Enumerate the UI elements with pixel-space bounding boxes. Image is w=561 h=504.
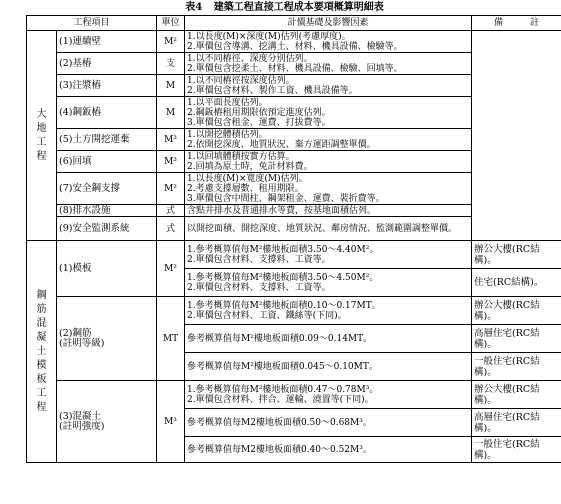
header-basis: 計價基礎及影響因素 xyxy=(185,16,472,31)
item-name: (2)鋼筋 (註明等級) xyxy=(57,297,157,381)
item-basis: 含點井排水及普通排水等費，按基地面積估列。 xyxy=(185,205,472,217)
table-row xyxy=(27,381,561,409)
item-unit: M³ xyxy=(157,151,185,173)
item-basis: 參考概算值每M²樓地板面積0.09～0.14MT。 xyxy=(185,325,472,353)
item-unit: M xyxy=(157,97,185,129)
item-name: (7)安全鋼支撐 xyxy=(57,173,157,205)
item-name: (2)基樁 xyxy=(57,53,157,75)
item-basis: 1.參考概算值每M²樓地板面積0.47～0.78M³。 2.單價包含材料、拌合、運輸、澆置等(下同)。 xyxy=(185,381,472,409)
item-name: (3)混凝土 (註明強度) xyxy=(57,381,157,463)
item-note: 一般住宅(RC結構)。 xyxy=(472,353,561,381)
item-note: 高層住宅(RC結構)。 xyxy=(472,409,561,437)
category-rc: 鋼筋混凝土模板工程 xyxy=(27,241,57,463)
item-basis: 1.以長度(M)×寬度(M)估列。 2.考慮支撐層數、租用期限。 3.單價包含中間柱、鋼架租金、運費、裝折費等。 xyxy=(185,173,472,205)
item-name: (1)連續壁 xyxy=(57,31,157,53)
item-unit: M² xyxy=(157,31,185,53)
item-name: (4)鋼鈑樁 xyxy=(57,97,157,129)
item-note: 住宅(RC結構)。 xyxy=(472,269,561,297)
item-basis: 1.以不同樁徑、深度分別估列。 2.單價包含挖柔土、材料、機具設備、檢驗、回填等。 xyxy=(185,53,472,75)
item-note: 高層住宅(RC結構)。 xyxy=(472,325,561,353)
item-basis: 1.參考概算值每M²樓地板面積0.10～0.17MT。 2.單價包含材料、工資、鐵絲等(下同)。 xyxy=(185,297,472,325)
item-note: 一般住宅(RC結構)。 xyxy=(472,437,561,463)
table-caption xyxy=(0,2,561,14)
item-basis: 參考概算值每M²樓地板面積0.045～0.10MT。 xyxy=(185,353,472,381)
table-row xyxy=(27,297,561,325)
item-name: (9)安全監測系統 xyxy=(57,217,157,241)
header-unit: 單位 xyxy=(157,16,185,31)
item-basis: 參考概算值每M2樓地板面積0.40～0.52M³。 xyxy=(185,437,472,463)
category-earthwork: 大地工程 xyxy=(27,31,57,241)
item-name: (1)模板 xyxy=(57,241,157,297)
item-note: 辦公大樓(RC結構)。 xyxy=(472,297,561,325)
item-basis: 1.參考概算值每M²樓地板面積3.50～4.50M²。 2.單價包含材料、支撐料、工資等。 xyxy=(185,269,472,297)
item-note: 辦公大樓(RC結構)。 xyxy=(472,381,561,409)
item-note: 辦公大樓(RC結構)。 xyxy=(472,241,561,269)
item-unit: M³ xyxy=(157,129,185,151)
header-row xyxy=(27,16,561,31)
item-name: (8)排水設施 xyxy=(57,205,157,217)
item-unit: M² xyxy=(157,173,185,205)
header-item: 工程項目 xyxy=(27,16,157,31)
item-unit: 支 xyxy=(157,53,185,75)
item-unit: M² xyxy=(157,241,185,297)
item-basis: 1.以不同樁徑按深度估列。 2.單價包含材料、製作工資、機具設備等。 xyxy=(185,75,472,97)
table-title: 建築工程直接工程成本要項概算明細表 xyxy=(213,2,384,13)
table-number: 表4 xyxy=(185,2,203,13)
item-name: (3)注漿樁 xyxy=(57,75,157,97)
earthwork-note xyxy=(472,31,561,241)
item-unit: M xyxy=(157,75,185,97)
item-unit: 式 xyxy=(157,205,185,217)
item-name: (5)土方開挖運棄 xyxy=(57,129,157,151)
item-unit: MT xyxy=(157,297,185,381)
item-basis: 1.參考概算值每M²樓地板面積3.50～4.40M²。 2.單價包含材料、支撐料、工資等。 xyxy=(185,241,472,269)
item-basis: 以開挖面積、開挖深度、地質狀況、鄰房情況、監測範圍調整單價。 xyxy=(185,217,472,241)
item-basis: 1.以回填體積按實方估算。 2.回填為原土時，免計材料費。 xyxy=(185,151,472,173)
item-basis: 1.以平面長度估列。 2.鋼鈑樁租用期限依預定進度估列。 3.單價包含租金、運費、打拔費等。 xyxy=(185,97,472,129)
cost-estimate-table xyxy=(26,15,561,463)
item-basis: 參考概算值每M2樓地板面積0.50～0.68M³。 xyxy=(185,409,472,437)
header-note: 備 註 xyxy=(472,16,561,31)
item-unit: M³ xyxy=(157,381,185,463)
table-row xyxy=(27,31,561,53)
item-unit: 式 xyxy=(157,217,185,241)
item-name: (6)回填 xyxy=(57,151,157,173)
item-basis: 1.以開挖體積估列。 2.依開挖深度、地質狀況、棄方運距調整單價。 xyxy=(185,129,472,151)
item-basis: 1.以長度(M)×深度(M)估列(考慮厚度)。 2.單價包含導溝、挖溝土、材料、機具設備、檢驗等。 xyxy=(185,31,472,53)
table-row xyxy=(27,241,561,269)
